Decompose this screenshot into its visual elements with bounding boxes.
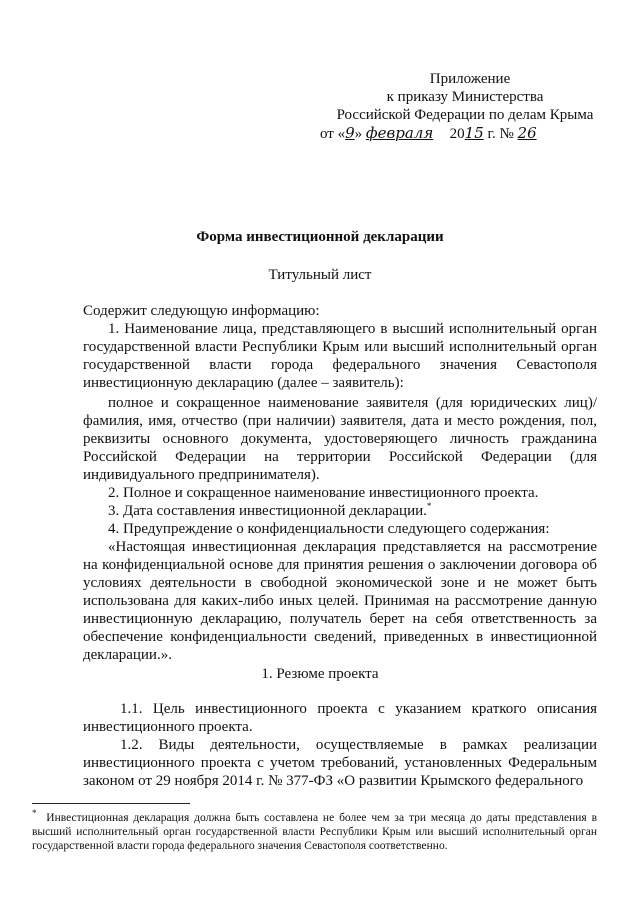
section-1-title: 1. Резюме проекта — [261, 666, 379, 682]
footnote-separator — [32, 803, 190, 804]
confidentiality-warning: «Настоящая инвестиционная декларация представляется на рассмотрение на конфиденциальной основе для принятия решения о заключении договора об условиях деятельности в свободной экономической зоне и не может быть использована для каких-либо иных целей. Принимая на рассмотрение данную инвестиционную декларацию, получатель берет на себя ответственность за обеспечение конфиденциальности сведений, приведенных в инвестиционной декларации.». — [83, 539, 597, 663]
body-block-2 — [83, 700, 597, 790]
order-number: 26 — [517, 124, 537, 142]
order-month: февраля — [365, 124, 434, 142]
order-year-prefix: 20 — [449, 126, 465, 142]
order-day: 9 — [345, 124, 355, 142]
item-3 — [83, 502, 597, 520]
item-1: 1. Наименование лица, представляющего в высший исполнительный орган государственной власти Республики Крым или высший исполнительный орган государственной власти города федерального значения Севастополя инвестиционную декларацию (далее – заявитель): — [83, 321, 597, 391]
intro-text: Содержит следующую информацию: — [83, 303, 320, 319]
order-number-label: г. № — [487, 126, 514, 142]
header-line-order: к приказу Министерства — [386, 89, 544, 105]
form-title: Форма инвестиционной декларации — [196, 229, 444, 245]
item-1-2: 1.2. Виды деятельности, осуществляемые в рамках реализации инвестиционного проекта с учетом требований, установленных Федеральным законом от 29 ноября 2014 г. № 377-ФЗ «О развитии Крымского федерального — [83, 737, 597, 789]
approval-header — [320, 70, 610, 143]
header-date-line — [320, 124, 610, 143]
item-2: 2. Полное и сокращенное наименование инвестиционного проекта. — [108, 485, 539, 501]
order-year-suffix: 15 — [464, 124, 484, 142]
item-3-text: 3. Дата составления инвестиционной декларации. — [108, 503, 427, 519]
form-subtitle: Титульный лист — [268, 267, 372, 283]
item-1-detail: полное и сокращенное наименование заявителя (для юридических лиц)/ фамилия, имя, отчество (при наличии) заявителя, дата и место рождения, пол, реквизиты основного документа, удостоверяющего личность гражданина Российской Федерации на территории Российской Федерации (для индивидуального предпринимателя). — [83, 395, 597, 483]
footnote-reference: * — [426, 501, 432, 511]
footnote-text: Инвестиционная декларация должна быть составлена не более чем за три месяца до даты представления в высший исполнительный орган государственной власти Республики Крым или высший исполнительный орган государственной власти города федерального значения Севастополя соответственно. — [32, 812, 597, 852]
header-line-ministry: Российской Федерации по делам Крыма — [336, 107, 594, 123]
date-open-quote: от « — [320, 126, 346, 142]
footnote-mark: * — [32, 808, 37, 819]
date-close-quote: » — [354, 126, 363, 142]
item-1-1: 1.1. Цель инвестиционного проекта с указанием краткого описания инвестиционного проекта. — [83, 701, 597, 735]
header-line-appendix: Приложение — [429, 71, 511, 87]
body-block-1 — [83, 302, 597, 664]
footnote — [32, 808, 597, 853]
item-4: 4. Предупреждение о конфиденциальности следующего содержания: — [108, 521, 550, 537]
